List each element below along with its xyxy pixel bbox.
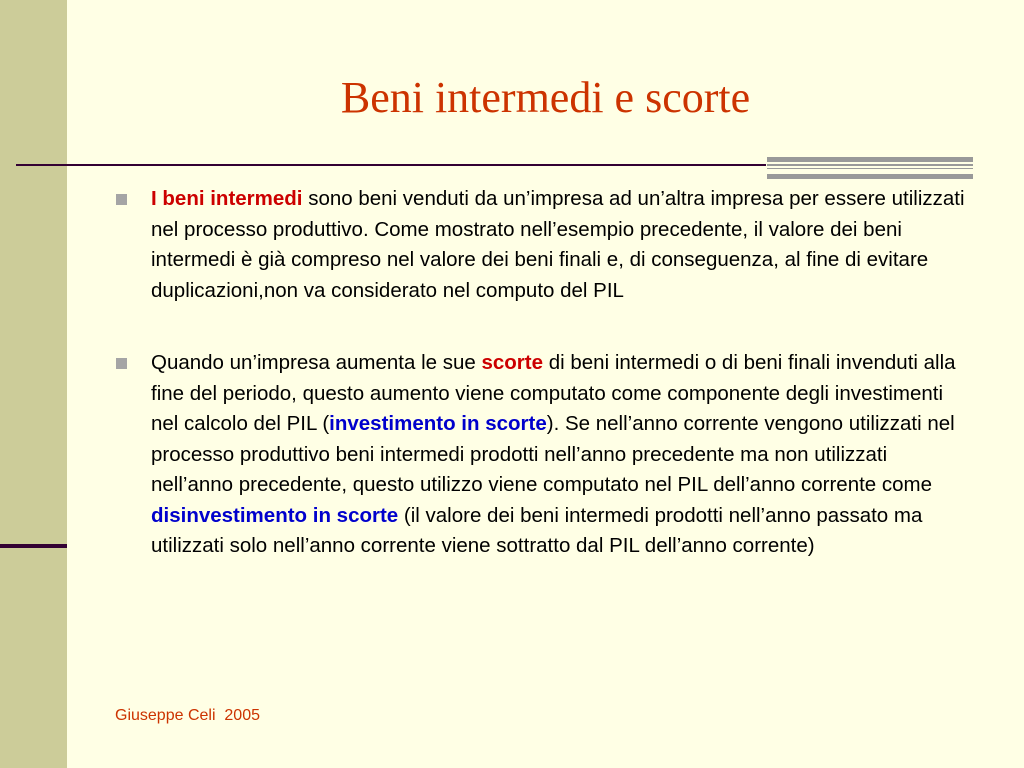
bullet-item <box>112 348 972 562</box>
bullet-emphasis: scorte <box>481 351 544 374</box>
slide-title: Beni intermedi e scorte <box>340 73 751 122</box>
left-sidebar-band <box>0 0 67 768</box>
bullet-text: (il valore dei beni intermedi prodotti nell’anno passato ma utilizzati solo nell’anno corrente viene sottratto dal PIL dell’anno corrente) <box>151 503 923 557</box>
slide-content <box>112 184 972 562</box>
sidebar-divider <box>0 544 67 548</box>
bullet-item <box>112 184 972 306</box>
bullet-emphasis: I beni intermedi <box>151 187 303 210</box>
bullet-text: ). Se nell’anno corrente vengono utilizzati nel processo produttivo beni intermedi prodotti nell’anno precedente ma non utilizzati nell’anno precedente, questo utilizzo viene computato nel PIL dell’anno corrente come <box>151 412 955 496</box>
title-underline-accent <box>767 157 973 179</box>
square-bullet-icon <box>116 358 127 369</box>
title-underline <box>16 164 766 166</box>
square-bullet-icon <box>116 194 127 205</box>
bullet-emphasis: investimento in scorte <box>329 412 547 435</box>
slide-footer: Giuseppe Celi 2005 <box>115 707 260 724</box>
bullet-text: di beni intermedi o di beni finali invenduti alla fine del periodo, questo aumento viene computato come componente degli investimenti nel calcolo del PIL ( <box>151 351 956 435</box>
bullet-text: sono beni venduti da un’impresa ad un’altra impresa per essere utilizzati nel processo produttivo. Come mostrato nell’esempio precedente, il valore dei beni intermedi è già compreso nel valore dei beni finali e, di conseguenza, al fine di evitare duplicazioni,non va considerato nel computo del PIL <box>151 187 965 302</box>
bullet-text: Quando un’impresa aumenta le sue <box>151 351 482 374</box>
bullet-emphasis: disinvestimento in scorte <box>151 503 399 527</box>
